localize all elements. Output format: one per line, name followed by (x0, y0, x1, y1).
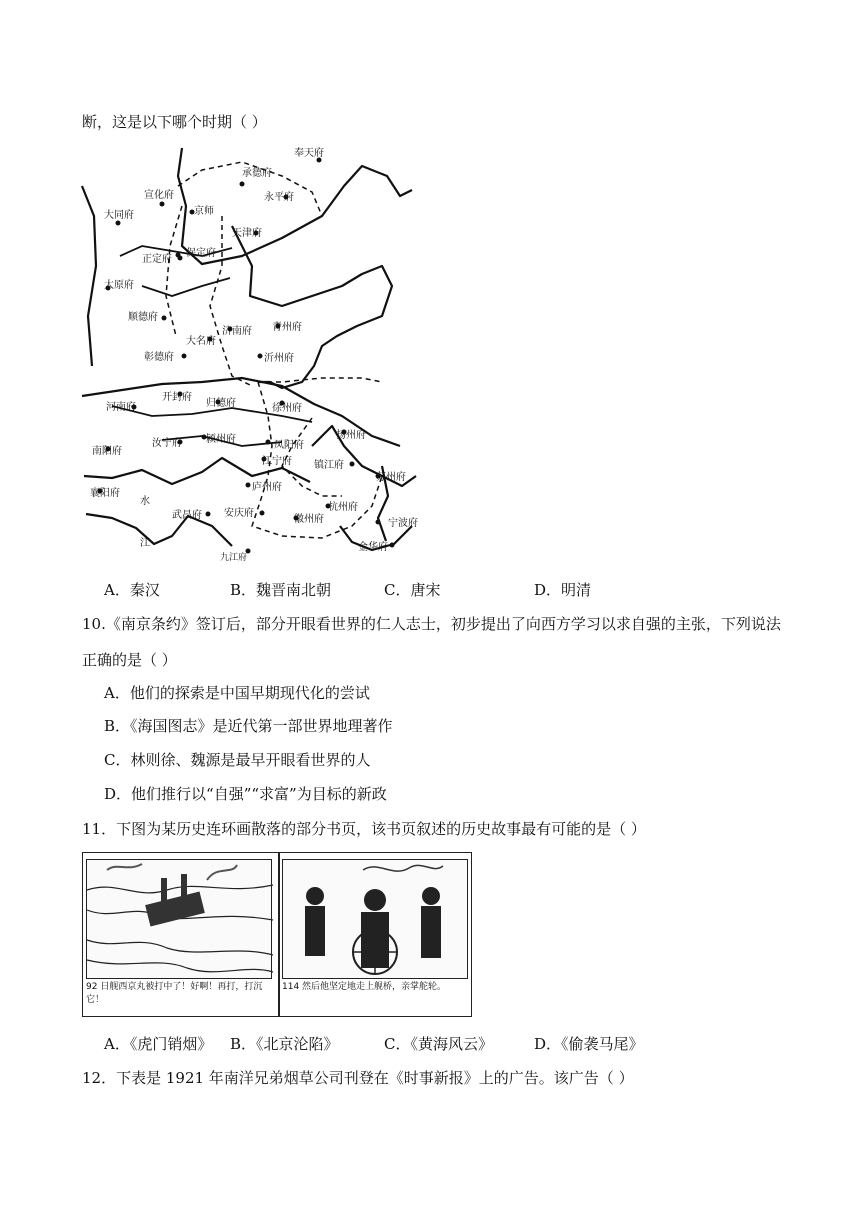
map-label: 扬州府 (336, 430, 366, 441)
option-a[interactable]: A．《虎门销烟》 (104, 1035, 213, 1053)
map-label: 青州府 (272, 322, 302, 333)
map-label: 杭州府 (328, 502, 358, 513)
q10-stem-line2: 正确的是（ ） (82, 651, 177, 669)
map-label: 大同府 (104, 210, 134, 221)
map-label: 水 (140, 496, 150, 507)
q12-stem: 12．下表是 1921 年南洋兄弟烟草公司刊登在《时事新报》上的广告。该广告（ ） (82, 1069, 634, 1087)
map-label: 苏州府 (376, 472, 406, 483)
map-label: 宣化府 (144, 190, 174, 201)
comic-panel-left (86, 859, 272, 979)
map-labels (90, 146, 418, 563)
map-label: 彰德府 (144, 352, 174, 363)
map-label: 河南府 (106, 402, 136, 413)
map-label: 汝宁府 (152, 438, 182, 449)
map-label: 太原府 (104, 280, 134, 291)
q10-option-b[interactable]: B．《海国图志》是近代第一部世界地理著作 (104, 717, 393, 735)
map-label: 归德府 (206, 398, 236, 409)
map-label: 金华府 (358, 542, 388, 553)
map-label: 庐州府 (252, 482, 282, 493)
option-c[interactable]: C．唐宋 (384, 581, 441, 599)
map-label: 江宁府 (262, 456, 292, 467)
map-label: 沂州府 (264, 353, 294, 364)
map-label: 凤阳府 (274, 440, 304, 451)
map-label: 保定府 (186, 248, 216, 259)
option-d[interactable]: D．明清 (534, 581, 592, 599)
option-b[interactable]: B．《北京沦陷》 (230, 1035, 339, 1053)
comic-caption-right: 114 然后他坚定地走上舰桥，亲掌舵轮。 (282, 982, 447, 992)
option-d[interactable]: D．《偷袭马尾》 (534, 1035, 644, 1053)
map-label: 镇江府 (314, 460, 344, 471)
map-label: 奉天府 (294, 148, 324, 159)
option-c[interactable]: C．《黄海风云》 (384, 1035, 493, 1053)
comic-strip (82, 852, 472, 1017)
map-label: 大名府 (186, 336, 216, 347)
comic-caption-left: 92 日舰西京丸被打中了！好啊！再打，打沉它！ (86, 982, 263, 1005)
map-label: 天津府 (232, 228, 262, 239)
map-label: 徐州府 (272, 403, 302, 414)
map-label: 承德府 (242, 168, 272, 179)
map-label: 九江府 (220, 553, 248, 563)
comic-divider (278, 853, 280, 1016)
q9-stem-tail: 断，这是以下哪个时期（ ） (82, 113, 267, 131)
comic-panel-right (282, 859, 468, 979)
map-label: 南阳府 (92, 446, 122, 457)
map-label: 开封府 (162, 392, 192, 403)
map-label: 永平府 (264, 192, 294, 203)
q11-stem: 11．下图为某历史连环画散落的部分书页，该书页叙述的历史故事最有可能的是（ ） (82, 820, 646, 838)
map-label: 顺德府 (128, 312, 158, 323)
map-label: 襄阳府 (90, 488, 120, 499)
map-label: 徽州府 (294, 514, 324, 525)
map-label: 京师 (194, 206, 214, 217)
map-label: 宁波府 (388, 518, 418, 529)
q10-option-c[interactable]: C．林则徐、魏源是最早开眼看世界的人 (104, 751, 371, 769)
map-label: 济南府 (222, 326, 252, 337)
map-label: 武昌府 (172, 510, 202, 521)
q10-option-d[interactable]: D．他们推行以“自强”“求富”为目标的新政 (104, 785, 387, 803)
option-b[interactable]: B．魏晋南北朝 (230, 581, 332, 599)
q10-stem-line1: 10.《南京条约》签订后，部分开眼看世界的仁人志士，初步提出了向西方学习以求自强的主张，下列说法 (82, 615, 781, 633)
q10-option-a[interactable]: A．他们的探索是中国早期现代化的尝试 (104, 684, 370, 702)
option-a[interactable]: A．秦汉 (104, 581, 160, 599)
map-label: 颍州府 (206, 434, 236, 445)
historical-map (82, 146, 422, 563)
map-label: 正定府 (142, 254, 172, 265)
map-label: 江 (140, 538, 150, 549)
map-label: 安庆府 (224, 508, 254, 519)
